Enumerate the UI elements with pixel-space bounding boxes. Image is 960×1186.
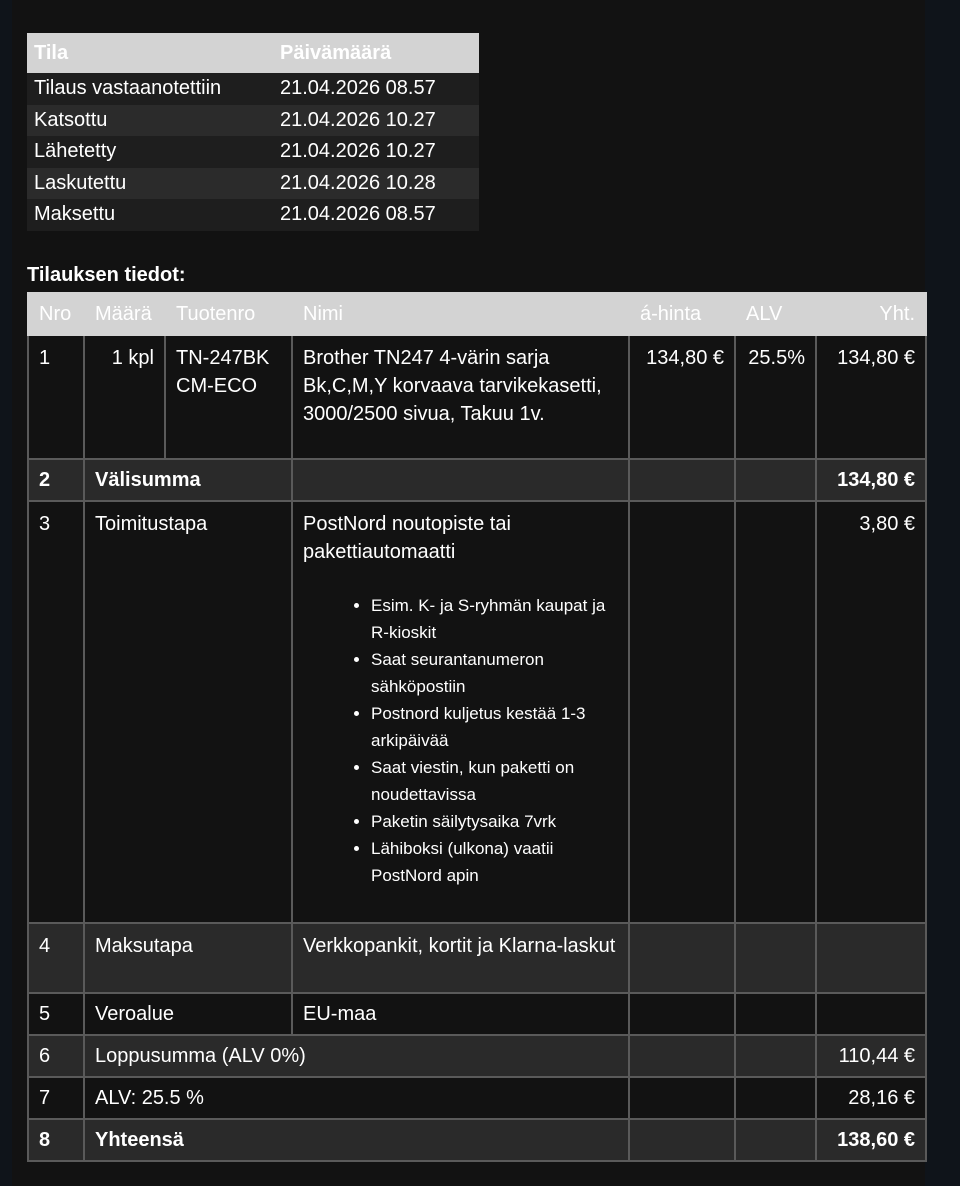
status-date: 21.04.2026 10.27	[273, 136, 479, 168]
vat-total-nro: 7	[28, 1077, 84, 1119]
item-total: 134,80 €	[816, 335, 926, 459]
status-name: Maksettu	[27, 199, 273, 231]
delivery-info	[292, 501, 629, 923]
status-row	[27, 136, 479, 168]
status-name: Tilaus vastaanotettiin	[27, 73, 273, 105]
payment-row	[28, 923, 926, 993]
grand-total-value: 138,60 €	[816, 1119, 926, 1161]
status-row	[27, 105, 479, 137]
tax-area-label: Veroalue	[84, 993, 292, 1035]
status-header-row	[27, 33, 479, 73]
delivery-bullet-list	[371, 592, 618, 889]
status-header-date: Päivämäärä	[273, 33, 479, 73]
header-nro: Nro	[28, 293, 84, 335]
item-nro: 1	[28, 335, 84, 459]
delivery-label: Toimitustapa	[84, 501, 292, 923]
status-date: 21.04.2026 08.57	[273, 199, 479, 231]
net-total-label: Loppusumma (ALV 0%)	[84, 1035, 629, 1077]
item-price: 134,80 €	[629, 335, 735, 459]
payment-method: Verkkopankit, kortit ja Klarna-laskut	[292, 923, 629, 993]
delivery-nro: 3	[28, 501, 84, 923]
payment-nro: 4	[28, 923, 84, 993]
item-name: Brother TN247 4-värin sarja Bk,C,M,Y korvaava tarvikekasetti, 3000/2500 sivua, Takuu 1v.	[292, 335, 629, 459]
item-sku: TN-247BKCM-ECO	[165, 335, 292, 459]
tax-area-nro: 5	[28, 993, 84, 1035]
order-item-row	[28, 335, 926, 459]
delivery-bullet: • Postnord kuljetus kestää 1-3 arkipäivää	[371, 700, 618, 754]
status-row	[27, 168, 479, 200]
order-header-row	[28, 293, 926, 335]
header-total: Yht.	[816, 293, 926, 335]
header-vat: ALV	[735, 293, 816, 335]
order-details-title: Tilauksen tiedot:	[27, 264, 186, 286]
status-row	[27, 199, 479, 231]
grand-total-nro: 8	[28, 1119, 84, 1161]
status-name: Katsottu	[27, 105, 273, 137]
net-total-value: 110,44 €	[816, 1035, 926, 1077]
status-date: 21.04.2026 10.27	[273, 105, 479, 137]
vat-total-row	[28, 1077, 926, 1119]
status-date: 21.04.2026 08.57	[273, 73, 479, 105]
item-qty: 1 kpl	[84, 335, 165, 459]
header-name: Nimi	[292, 293, 629, 335]
status-row	[27, 73, 479, 105]
header-qty: Määrä	[84, 293, 165, 335]
status-name: Lähetetty	[27, 136, 273, 168]
order-table	[27, 292, 927, 1162]
status-header-tila: Tila	[27, 33, 273, 73]
net-total-row	[28, 1035, 926, 1077]
tax-area-value: EU-maa	[292, 993, 629, 1035]
delivery-method-name: PostNord noutopiste tai pakettiautomaatti	[303, 513, 511, 563]
tax-area-row	[28, 993, 926, 1035]
subtotal-label: Välisumma	[84, 459, 292, 501]
delivery-row	[28, 501, 926, 923]
delivery-bullet: • Paketin säilytysaika 7vrk	[371, 808, 618, 835]
subtotal-row	[28, 459, 926, 501]
grand-total-label: Yhteensä	[84, 1119, 629, 1161]
status-name: Laskutettu	[27, 168, 273, 200]
header-sku: Tuotenro	[165, 293, 292, 335]
header-price: á-hinta	[629, 293, 735, 335]
subtotal-total: 134,80 €	[816, 459, 926, 501]
grand-total-row	[28, 1119, 926, 1161]
item-vat: 25.5%	[735, 335, 816, 459]
delivery-bullet: • Esim. K- ja S-ryhmän kaupat ja R-kioskit	[371, 592, 618, 646]
vat-total-value: 28,16 €	[816, 1077, 926, 1119]
status-date: 21.04.2026 10.28	[273, 168, 479, 200]
delivery-total: 3,80 €	[816, 501, 926, 923]
payment-label: Maksutapa	[84, 923, 292, 993]
status-table	[27, 33, 479, 231]
delivery-bullet: • Saat seurantanumeron sähköpostiin	[371, 646, 618, 700]
subtotal-nro: 2	[28, 459, 84, 501]
delivery-bullet: • Saat viestin, kun paketti on noudettavissa	[371, 754, 618, 808]
vat-total-label: ALV: 25.5 %	[84, 1077, 629, 1119]
net-total-nro: 6	[28, 1035, 84, 1077]
delivery-bullet: • Lähiboksi (ulkona) vaatii PostNord apin	[371, 835, 618, 889]
